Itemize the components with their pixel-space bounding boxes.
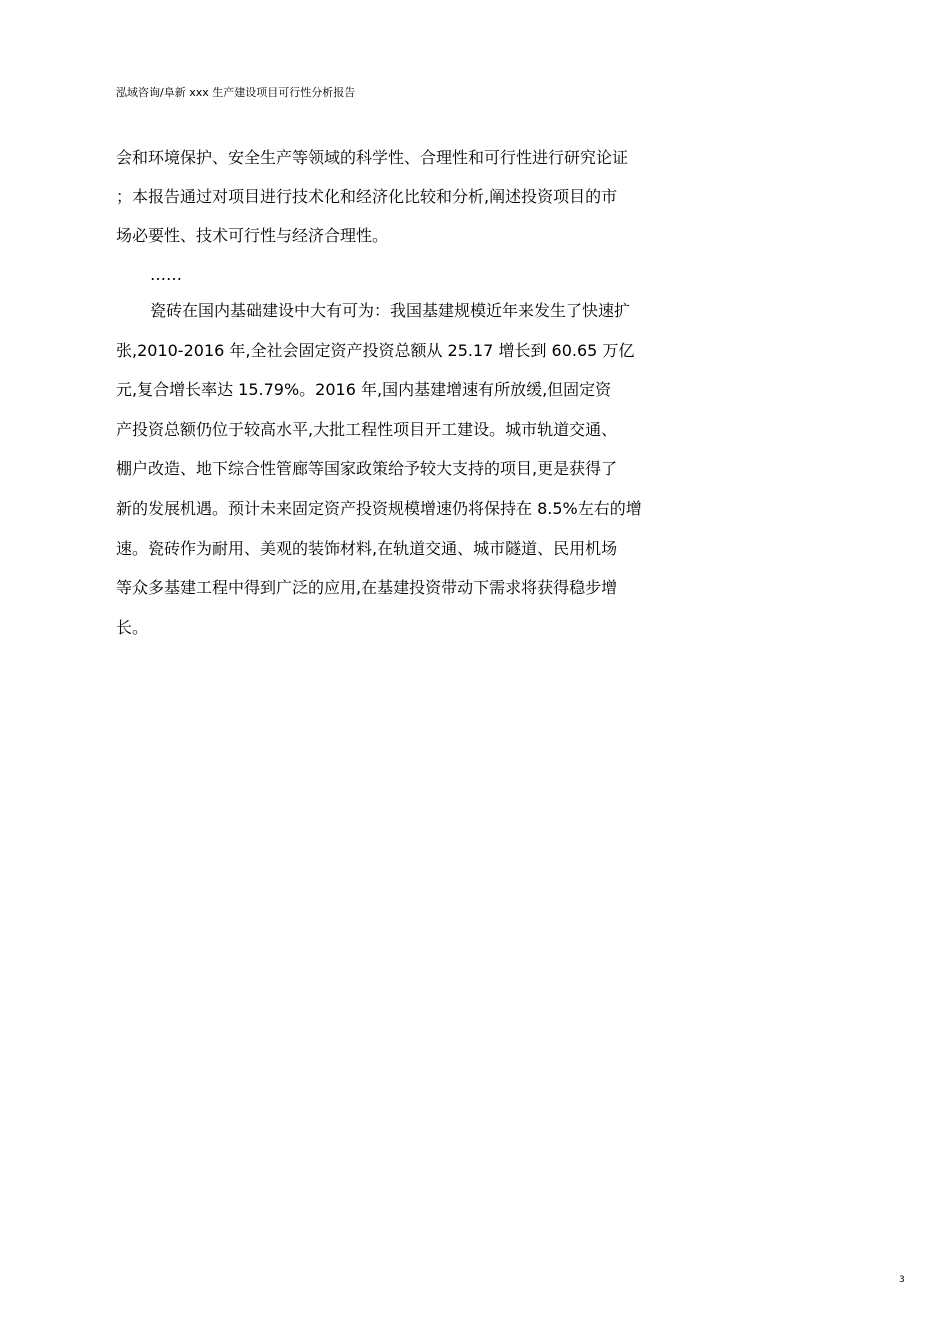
- ellipsis-line: ……: [150, 265, 182, 284]
- body-text-line: 产投资总额仍位于较高水平,大批工程性项目开工建设。城市轨道交通、: [116, 420, 618, 439]
- body-text-line: 新的发展机遇。预计未来固定资产投资规模增速仍将保持在 8.5%左右的增: [116, 499, 642, 518]
- page-header: 泓域咨询/阜新 xxx 生产建设项目可行性分析报告: [116, 86, 356, 99]
- body-text-line: 元,复合增长率达 15.79%。2016 年,国内基建增速有所放缓,但固定资: [116, 380, 612, 399]
- body-text-line: 等众多基建工程中得到广泛的应用,在基建投资带动下需求将获得稳步增: [116, 578, 618, 597]
- body-text-line: 棚户改造、地下综合性管廊等国家政策给予较大支持的项目,更是获得了: [116, 459, 618, 478]
- body-text-line: ；本报告通过对项目进行技术化和经济化比较和分析,阐述投资项目的市: [116, 187, 618, 206]
- body-text-line: 瓷砖在国内基础建设中大有可为：我国基建规模近年来发生了快速扩: [150, 301, 631, 320]
- body-text-line: 长。: [116, 618, 149, 637]
- body-text-line: 会和环境保护、安全生产等领域的科学性、合理性和可行性进行研究论证: [116, 148, 629, 167]
- body-text-line: 速。瓷砖作为耐用、美观的装饰材料,在轨道交通、城市隧道、民用机场: [116, 539, 618, 558]
- page-number: 3: [899, 1275, 905, 1285]
- body-text-line: 张,2010-2016 年,全社会固定资产投资总额从 25.17 增长到 60.65 万亿: [116, 341, 635, 360]
- body-text-line: 场必要性、技术可行性与经济合理性。: [116, 226, 389, 245]
